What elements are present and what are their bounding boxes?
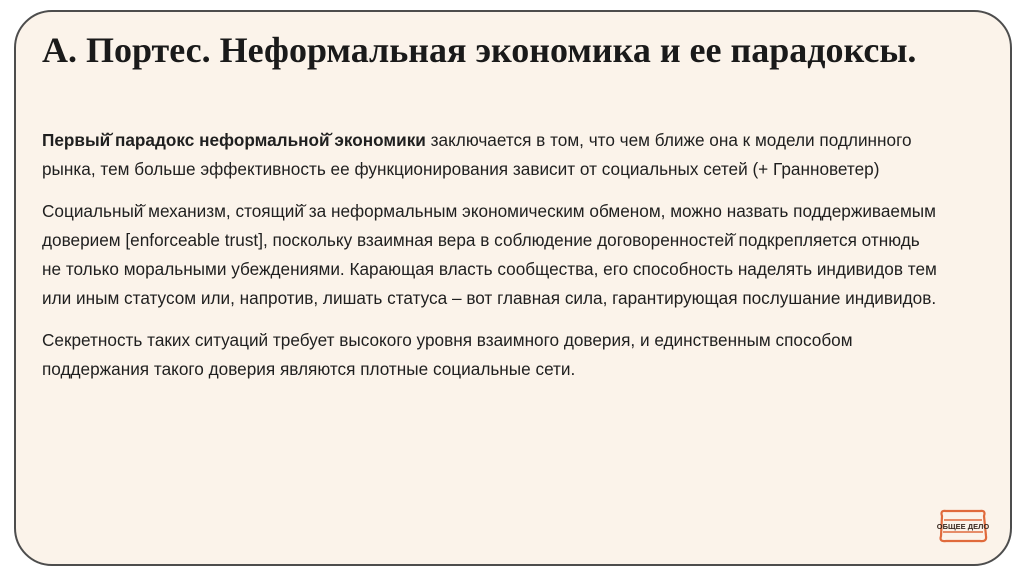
- slide-body: [42, 126, 942, 396]
- paragraph-lead-bold: Первый̆ парадокс неформальной̆ экономики: [42, 130, 426, 150]
- paragraph-first-paradox: [42, 126, 942, 185]
- logo-icon: [936, 506, 990, 546]
- slide-frame: [14, 10, 1012, 566]
- svg-text:ОБЩЕЕ ДЕЛО: ОБЩЕЕ ДЕЛО: [936, 522, 990, 531]
- paragraph-first-rest: заключается в том, что чем ближе она к модели подлинного рынка, тем больше эффективность ее функционирования зависит от социальных сетей (+ Гранноветер): [42, 130, 912, 180]
- slide-title: А. Портес. Неформальная экономика и ее парадоксы.: [42, 30, 917, 70]
- paragraph-secrecy: Секретность таких ситуаций требует высокого уровня взаимного доверия, и единственным способом поддержания такого доверия являются плотные социальные сети.: [42, 329, 853, 380]
- paragraph-social-mechanism: Социальный̆ механизм, стоящий̆ за неформальным экономическим обменом, можно назвать поддерживаемым доверием [enforceable trust], поскольку взаимная вера в соблюдение договоренностей̆ подкрепляется отнюдь не только моральными убеждениями. Карающая власть сообщества, его способность наделять индивидов тем или иным статусом или, напротив, лишать статуса – вот главная сила, гарантирующая послушание индивидов.: [42, 200, 937, 309]
